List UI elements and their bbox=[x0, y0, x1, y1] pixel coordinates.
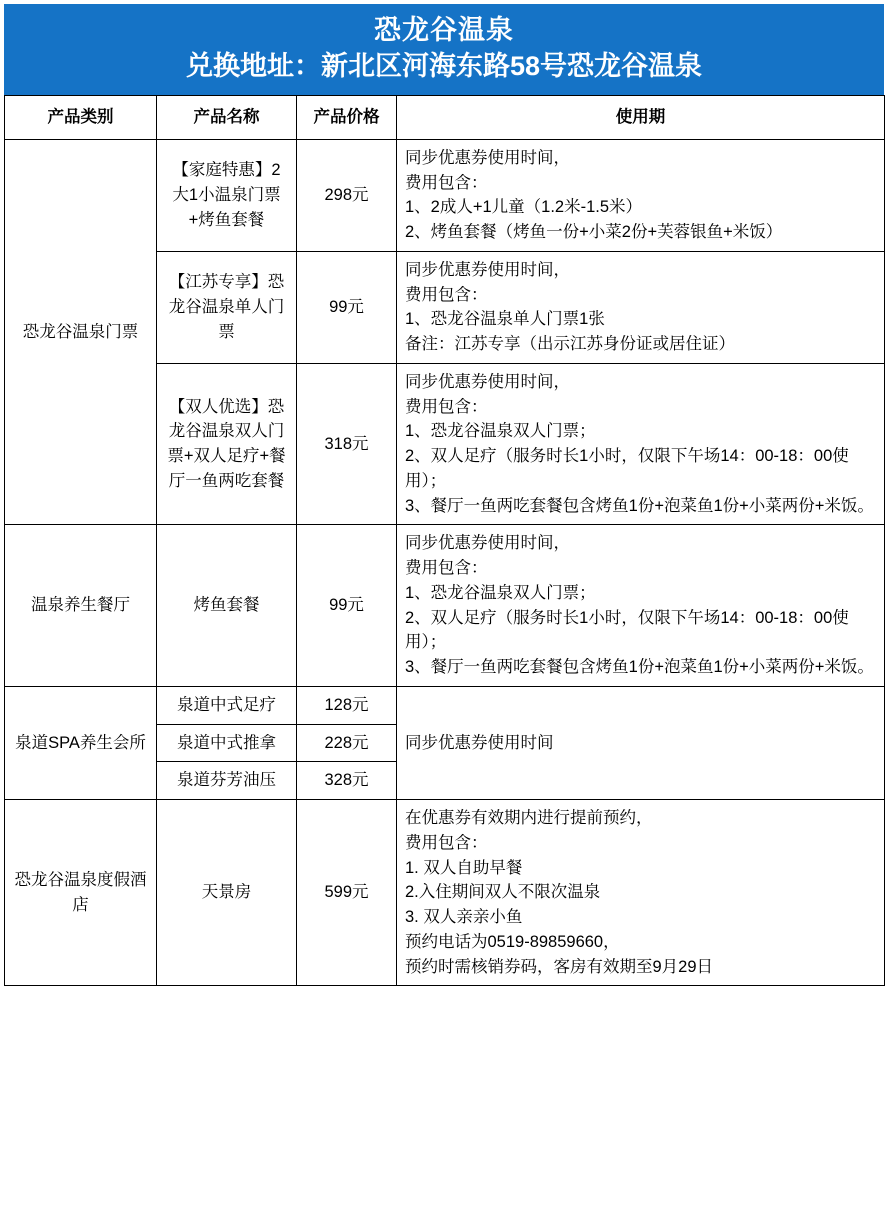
cell-product-price: 228元 bbox=[297, 724, 397, 762]
table-row bbox=[5, 800, 885, 986]
column-header-category: 产品类别 bbox=[5, 95, 157, 139]
cell-category: 恐龙谷温泉门票 bbox=[5, 139, 157, 525]
cell-product-price: 99元 bbox=[297, 525, 397, 687]
cell-usage-period: 同步优惠券使用时间， 费用包含： 1、恐龙谷温泉双人门票； 2、双人足疗（服务时长1小时，仅限下午场14：00-18：00使用）； 3、餐厅一鱼两吃套餐包含烤鱼1份+泡菜鱼1份+小菜两份+米饭。 bbox=[397, 525, 885, 687]
cell-usage-period: 同步优惠券使用时间， 费用包含： 1、2成人+1儿童（1.2米-1.5米） 2、烤鱼套餐（烤鱼一份+小菜2份+芙蓉银鱼+米饭） bbox=[397, 139, 885, 251]
cell-usage-period: 同步优惠券使用时间， 费用包含： 1、恐龙谷温泉单人门票1张 备注：江苏专享（出示江苏身份证或居住证） bbox=[397, 251, 885, 363]
column-header-name: 产品名称 bbox=[157, 95, 297, 139]
cell-category: 泉道SPA养生会所 bbox=[5, 686, 157, 799]
table-row bbox=[5, 686, 885, 724]
cell-product-name: 天景房 bbox=[157, 800, 297, 986]
cell-product-price: 99元 bbox=[297, 251, 397, 363]
column-header-price: 产品价格 bbox=[297, 95, 397, 139]
header-title: 恐龙谷温泉 bbox=[374, 15, 514, 45]
cell-product-name: 泉道芬芳油压 bbox=[157, 762, 297, 800]
cell-product-price: 328元 bbox=[297, 762, 397, 800]
cell-category: 恐龙谷温泉度假酒店 bbox=[5, 800, 157, 986]
table-header-row bbox=[5, 95, 885, 139]
table-row bbox=[5, 139, 885, 251]
cell-product-name: 泉道中式足疗 bbox=[157, 686, 297, 724]
cell-usage-period: 在优惠券有效期内进行提前预约， 费用包含： 1. 双人自助早餐 2.入住期间双人不限次温泉 3. 双人亲亲小鱼 预约电话为0519-89859660， 预约时需核销券码，客房有效期至9月29日 bbox=[397, 800, 885, 986]
table-row bbox=[5, 525, 885, 687]
cell-product-price: 298元 bbox=[297, 139, 397, 251]
product-table bbox=[4, 95, 885, 987]
cell-product-name: 【江苏专享】恐龙谷温泉单人门票 bbox=[157, 251, 297, 363]
cell-product-name: 烤鱼套餐 bbox=[157, 525, 297, 687]
table-body bbox=[5, 139, 885, 986]
cell-product-price: 318元 bbox=[297, 363, 397, 525]
cell-product-price: 599元 bbox=[297, 800, 397, 986]
cell-product-price: 128元 bbox=[297, 686, 397, 724]
cell-category: 温泉养生餐厅 bbox=[5, 525, 157, 687]
cell-product-name: 泉道中式推拿 bbox=[157, 724, 297, 762]
cell-product-name: 【家庭特惠】2大1小温泉门票+烤鱼套餐 bbox=[157, 139, 297, 251]
header-subtitle: 兑换地址：新北区河海东路58号恐龙谷温泉 bbox=[185, 51, 703, 82]
document-header bbox=[4, 4, 884, 95]
cell-product-name: 【双人优选】恐龙谷温泉双人门票+双人足疗+餐厅一鱼两吃套餐 bbox=[157, 363, 297, 525]
table-head bbox=[5, 95, 885, 139]
cell-usage-period: 同步优惠券使用时间 bbox=[397, 686, 885, 799]
column-header-period: 使用期 bbox=[397, 95, 885, 139]
cell-usage-period: 同步优惠券使用时间， 费用包含： 1、恐龙谷温泉双人门票； 2、双人足疗（服务时长1小时，仅限下午场14：00-18：00使用）； 3、餐厅一鱼两吃套餐包含烤鱼1份+泡菜鱼1份+小菜两份+米饭。 bbox=[397, 363, 885, 525]
